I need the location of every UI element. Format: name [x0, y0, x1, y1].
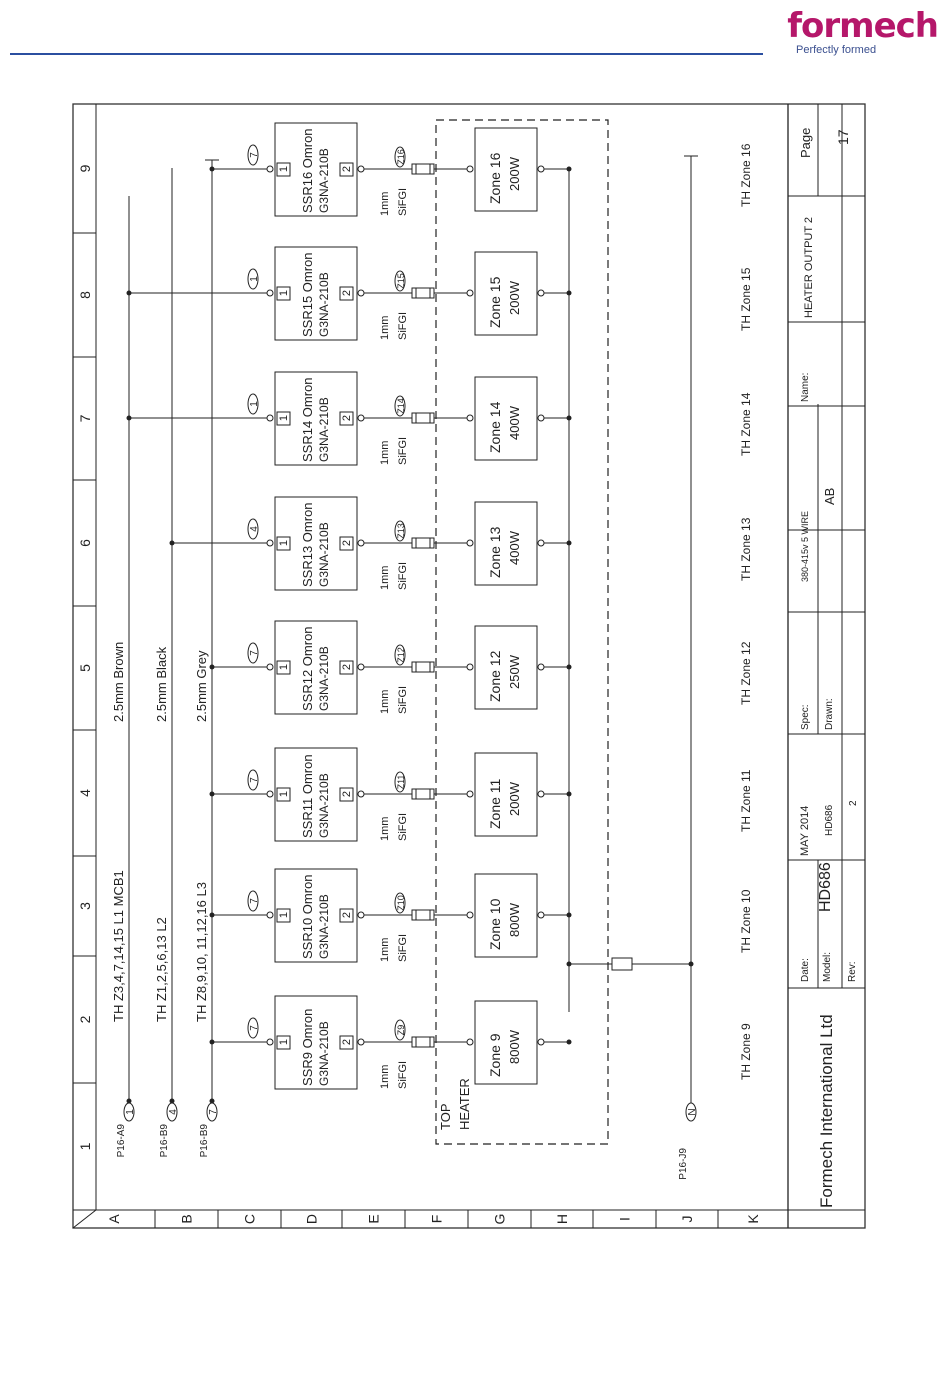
column-label-9: 9: [77, 164, 93, 173]
zone-10-heater-output-terminal: [538, 912, 544, 918]
zone-16-heater-label: Zone 16: [487, 152, 503, 204]
column-label-2: 2: [77, 1015, 93, 1024]
zone-12-ssr-output-terminal: [358, 664, 364, 670]
zone-15-heater-output-terminal: [538, 290, 544, 296]
column-label-8: 8: [77, 291, 93, 299]
zone-10-fuse: [412, 910, 434, 920]
bus-l2-node-number: 4: [168, 1109, 179, 1115]
zone-11-ssr-terminal-2: 2: [341, 790, 353, 798]
zone-11-ssr-terminal-1: 1: [278, 790, 290, 798]
zone-15-ssr-terminal-2: 2: [341, 289, 353, 297]
zone-12-ssr-label: SSR12 Omron: [300, 626, 315, 711]
zone-15-wire-type: SiFGI: [397, 311, 409, 340]
zone-10-ssr-terminal-1: 1: [278, 911, 290, 919]
zone-11-ssr-model: G3NA-210B: [317, 773, 331, 838]
zone-15-heater-input-terminal: [467, 290, 473, 296]
zone-14-heater-box: [475, 377, 537, 460]
zone-12-bus-junction-dot: [210, 665, 215, 670]
zone-9-heater-output-terminal: [538, 1039, 544, 1045]
zone-15-wire-size: 1mm: [379, 315, 391, 340]
zone-12-return-junction-dot: [567, 665, 572, 670]
row-label-h: H: [554, 1213, 570, 1225]
bus-l2-wire-label: 2.5mm Black: [154, 646, 169, 722]
row-label-f: F: [428, 1214, 445, 1224]
zone-14-return-junction-dot: [567, 416, 572, 421]
zone-10-fuse-id: Z10: [396, 895, 406, 911]
zone-14-heater-label: Zone 14: [487, 401, 503, 453]
zone-16-heater-output-terminal: [538, 166, 544, 172]
zone-13-ssr-terminal-1: 1: [278, 539, 290, 547]
row-label-a: A: [106, 1214, 122, 1224]
zone-10-heater-watts: 800W: [507, 903, 522, 937]
top-heater-label: TOP: [438, 1103, 453, 1130]
zone-13-ssr-terminal-2: 2: [341, 539, 353, 547]
zone-12-heater-input-terminal: [467, 664, 473, 670]
zone-9-wire-type: SiFGI: [397, 1060, 409, 1089]
zone-15-fuse: [412, 288, 434, 298]
zone-9-fuse-id: Z9: [396, 1024, 406, 1036]
model-value: HD686: [824, 804, 835, 836]
zone-14-wire-type: SiFGI: [397, 436, 409, 465]
zone-14-ssr-terminal-1: 1: [278, 414, 290, 422]
row-label-b: B: [178, 1214, 195, 1224]
zone-13-heater-box: [475, 502, 537, 585]
zone-16-th-label: TH Zone 16: [739, 143, 753, 207]
zone-14-bus-junction-dot: [127, 416, 132, 421]
zone-16-heater-input-terminal: [467, 166, 473, 172]
zone-15-ssr-label: SSR15 Omron: [300, 252, 315, 337]
zone-16-fuse-id: Z16: [396, 149, 406, 165]
column-labels: [77, 164, 93, 1150]
zone-12-wire-type: SiFGI: [397, 685, 409, 714]
bus-l3-node-number: 7: [208, 1109, 219, 1115]
zone-12-ssr-terminal-2: 2: [341, 663, 353, 671]
zone-16-ssr-model: G3NA-210B: [317, 148, 331, 213]
zone-16-fuse: [412, 164, 434, 174]
zone-11-ssr-label: SSR11 Omron: [300, 754, 315, 838]
name-value: HEATER OUTPUT 2: [803, 216, 815, 318]
top-heater-label: HEATER: [457, 1078, 472, 1130]
zone-10-ssr-model: G3NA-210B: [317, 894, 331, 959]
zone-10-wire-size: 1mm: [379, 937, 391, 962]
zone-9-ssr-terminal-2: 2: [341, 1038, 353, 1046]
zone-13-ssr-label: SSR13 Omron: [300, 502, 315, 587]
bus-l1-label: TH Z3,4,7,14,15 L1 MCB1: [111, 870, 126, 1022]
zone-9-heater-input-terminal: [467, 1039, 473, 1045]
zone-11-heater-box: [475, 753, 537, 836]
zone-12-ssr-input-terminal: [267, 664, 273, 670]
zone-14-ssr-input-terminal: [267, 415, 273, 421]
zone-16-ssr-label: SSR16 Omron: [300, 128, 315, 213]
zone-11-node-number: 7: [249, 777, 260, 783]
zone-10-node-number: 7: [249, 898, 260, 904]
zone-16-wire-size: 1mm: [379, 191, 391, 216]
zone-10-heater-input-terminal: [467, 912, 473, 918]
zone-11-heater-watts: 200W: [507, 782, 522, 816]
drawn-label: Drawn:: [824, 698, 835, 730]
column-label-3: 3: [77, 902, 93, 910]
zone-15-heater-watts: 200W: [507, 281, 522, 315]
zone-13-fuse-id: Z13: [396, 523, 406, 539]
zone-14: [127, 372, 754, 465]
zone-10-wire-type: SiFGI: [397, 933, 409, 962]
bus-l1-ref: P16-A9: [116, 1124, 127, 1158]
zone-13-wire-type: SiFGI: [397, 561, 409, 590]
zone-16-return-junction-dot: [567, 167, 572, 172]
zone-16-ssr-terminal-1: 1: [278, 165, 290, 173]
zone-11-th-label: TH Zone 11: [739, 769, 753, 832]
zone-10-th-label: TH Zone 10: [739, 889, 753, 953]
logo-wordmark: formech: [787, 6, 938, 46]
zone-11-wire-size: 1mm: [379, 816, 391, 841]
page-label: Page: [798, 127, 813, 158]
zone-13-ssr-input-terminal: [267, 540, 273, 546]
zone-9-fuse: [412, 1037, 434, 1047]
zone-12-th-label: TH Zone 12: [739, 641, 753, 705]
column-label-6: 6: [77, 539, 93, 547]
zone-9-ssr-label: SSR9 Omron: [300, 1008, 315, 1086]
zone-11-fuse: [412, 789, 434, 799]
zone-16-bus-junction-dot: [210, 167, 215, 172]
drawn-value: AB: [822, 487, 837, 505]
date-value: MAY 2014: [799, 805, 811, 856]
zone-13-heater-input-terminal: [467, 540, 473, 546]
zone-9-th-label: TH Zone 9: [739, 1023, 753, 1080]
spec-value: 380-415v 5 WIRE: [800, 510, 810, 582]
zone-16-wire-type: SiFGI: [397, 187, 409, 216]
zone-12-fuse: [412, 662, 434, 672]
zone-13-heater-output-terminal: [538, 540, 544, 546]
neutral-node-label: N: [687, 1108, 698, 1116]
model-label: Model:: [822, 951, 833, 982]
zone-14-wire-size: 1mm: [379, 440, 391, 465]
zone-16-heater-box: [475, 128, 537, 211]
zone-12-node-number: 7: [249, 650, 260, 656]
zone-14-ssr-model: G3NA-210B: [317, 397, 331, 462]
zone-15: [127, 247, 754, 340]
zone-13-fuse: [412, 538, 434, 548]
zone-16-node-number: 7: [249, 152, 260, 158]
zone-13-node-number: 4: [249, 526, 260, 532]
return-bus-junction-dot: [567, 962, 572, 967]
zone-15-heater-label: Zone 15: [487, 276, 503, 328]
row-label-j: J: [679, 1215, 695, 1223]
zone-16-heater-watts: 200W: [507, 157, 522, 191]
zone-10-ssr-output-terminal: [358, 912, 364, 918]
zone-15-node-number: 1: [249, 276, 260, 282]
zone-13-heater-label: Zone 13: [487, 526, 503, 578]
zone-9-heater-watts: 800W: [507, 1030, 522, 1064]
zone-9-ssr-output-terminal: [358, 1039, 364, 1045]
bus-l3-wire-label: 2.5mm Grey: [194, 650, 209, 722]
zone-12: [210, 621, 754, 714]
zone-11-fuse-id: Z11: [396, 774, 406, 790]
zone-11-heater-input-terminal: [467, 791, 473, 797]
row-label-c: C: [241, 1213, 258, 1225]
zone-11-heater-label: Zone 11: [487, 778, 503, 829]
column-label-4: 4: [77, 789, 93, 797]
zone-15-ssr-input-terminal: [267, 290, 273, 296]
zone-14-heater-watts: 400W: [507, 406, 522, 440]
zone-15-bus-junction-dot: [127, 291, 132, 296]
zone-13-wire-size: 1mm: [379, 565, 391, 590]
title-block: [788, 104, 865, 1210]
logo-tagline: Perfectly formed: [796, 44, 877, 56]
zone-10-bus-junction-dot: [210, 913, 215, 918]
zone-15-ssr-model: G3NA-210B: [317, 272, 331, 337]
zone-10-ssr-terminal-2: 2: [341, 911, 353, 919]
column-label-1: 1: [77, 1142, 93, 1151]
bus-l3-ref: P16-B9: [199, 1124, 210, 1158]
zone-9-ssr-input-terminal: [267, 1039, 273, 1045]
column-label-7: 7: [77, 414, 93, 423]
zone-9-heater-box: [475, 1001, 537, 1084]
row-label-i: I: [616, 1217, 633, 1221]
zone-15-ssr-terminal-1: 1: [278, 289, 290, 297]
column-label-5: 5: [77, 664, 93, 672]
zone-13-ssr-output-terminal: [358, 540, 364, 546]
spec-label: Spec:: [800, 704, 811, 730]
zone-12-wire-size: 1mm: [379, 689, 391, 714]
date-label: Date:: [800, 958, 811, 982]
zone-12-heater-output-terminal: [538, 664, 544, 670]
zone-13-return-junction-dot: [567, 541, 572, 546]
zone-9-node-number: 7: [249, 1025, 260, 1031]
bus-l3-label: TH Z8,9,10, 11,12,16 L3: [194, 882, 209, 1022]
zone-13-th-label: TH Zone 13: [739, 517, 753, 581]
row-label-g: G: [491, 1213, 508, 1225]
zone-14-fuse: [412, 413, 434, 423]
neutral-ref: P16-J9: [678, 1148, 689, 1180]
zone-14-heater-input-terminal: [467, 415, 473, 421]
zone-10: [210, 869, 754, 962]
rev-label: Rev:: [847, 961, 858, 982]
zone-11-ssr-input-terminal: [267, 791, 273, 797]
bus-l1-end-dot: [127, 1099, 132, 1104]
row-labels: [106, 1214, 761, 1225]
zone-14-ssr-terminal-2: 2: [341, 414, 353, 422]
zone-13-ssr-model: G3NA-210B: [317, 522, 331, 587]
zone-15-th-label: TH Zone 15: [739, 267, 753, 331]
zone-13-heater-watts: 400W: [507, 531, 522, 565]
zone-14-ssr-output-terminal: [358, 415, 364, 421]
zone-10-return-junction-dot: [567, 913, 572, 918]
heater-zones: [127, 123, 754, 1089]
zone-13: [170, 497, 754, 590]
zone-9-wire-size: 1mm: [379, 1064, 391, 1089]
zone-13-bus-junction-dot: [170, 541, 175, 546]
company-name: Formech International Ltd: [817, 1014, 836, 1208]
zone-9-return-junction-dot: [567, 1040, 572, 1045]
zone-16: [210, 123, 754, 216]
zone-10-ssr-label: SSR10 Omron: [300, 874, 315, 959]
bus-l1-node-number: 1: [125, 1109, 136, 1115]
name-label: Name:: [800, 372, 811, 402]
zone-14-ssr-label: SSR14 Omron: [300, 377, 315, 462]
zone-12-heater-box: [475, 626, 537, 709]
zone-10-heater-label: Zone 10: [487, 898, 503, 950]
zone-11-return-junction-dot: [567, 792, 572, 797]
zone-9-bus-junction-dot: [210, 1040, 215, 1045]
zone-15-return-junction-dot: [567, 291, 572, 296]
zone-9-ssr-model: G3NA-210B: [317, 1021, 331, 1086]
row-label-e: E: [365, 1214, 382, 1224]
drawing-number: HD686: [817, 862, 834, 912]
zone-9-ssr-terminal-1: 1: [278, 1038, 290, 1046]
row-label-d: D: [303, 1213, 320, 1225]
rev-value: 2: [848, 800, 859, 806]
zone-11-heater-output-terminal: [538, 791, 544, 797]
zone-12-fuse-id: Z12: [396, 647, 406, 663]
bus-l1-wire-label: 2.5mm Brown: [111, 641, 126, 722]
zone-11: [210, 748, 754, 841]
zone-14-fuse-id: Z14: [396, 398, 406, 414]
neutral-link-fuse: [612, 958, 632, 970]
zone-12-ssr-terminal-1: 1: [278, 663, 290, 671]
zone-14-heater-output-terminal: [538, 415, 544, 421]
zone-9: [210, 996, 754, 1089]
zone-12-ssr-model: G3NA-210B: [317, 646, 331, 711]
zone-11-bus-junction-dot: [210, 792, 215, 797]
zone-16-ssr-input-terminal: [267, 166, 273, 172]
zone-12-heater-watts: 250W: [507, 655, 522, 689]
zone-16-ssr-output-terminal: [358, 166, 364, 172]
row-label-k: K: [745, 1214, 761, 1224]
page-number: 17: [835, 129, 851, 145]
zone-15-ssr-output-terminal: [358, 290, 364, 296]
zone-10-heater-box: [475, 874, 537, 957]
zone-9-heater-label: Zone 9: [487, 1033, 503, 1077]
zone-14-th-label: TH Zone 14: [739, 392, 753, 456]
bus-l2-end-dot: [170, 1099, 175, 1104]
zone-11-ssr-output-terminal: [358, 791, 364, 797]
zone-16-ssr-terminal-2: 2: [341, 165, 353, 173]
bus-l2-label: TH Z1,2,5,6,13 L2: [154, 917, 169, 1022]
zone-14-node-number: 1: [249, 401, 260, 407]
zone-15-fuse-id: Z15: [396, 273, 406, 289]
bus-l2-ref: P16-B9: [159, 1124, 170, 1158]
bus-l3-end-dot: [210, 1099, 215, 1104]
zone-11-wire-type: SiFGI: [397, 812, 409, 841]
zone-15-heater-box: [475, 252, 537, 335]
corner-tick: [73, 1210, 96, 1228]
zone-10-ssr-input-terminal: [267, 912, 273, 918]
zone-12-heater-label: Zone 12: [487, 650, 503, 702]
